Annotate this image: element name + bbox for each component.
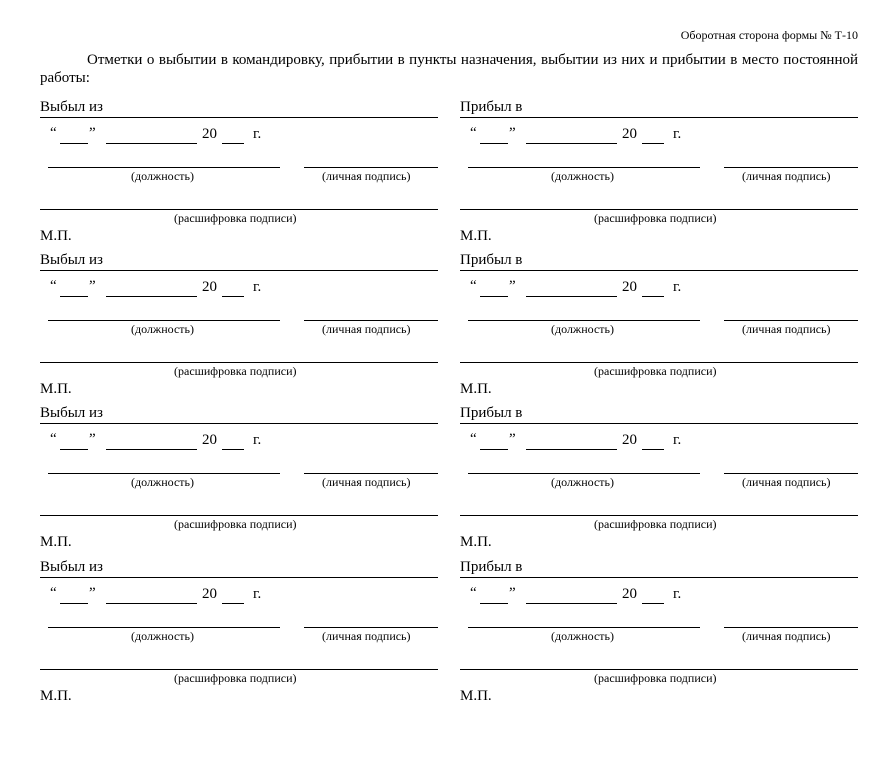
- day-line[interactable]: [60, 143, 88, 144]
- decoding-line[interactable]: [460, 669, 858, 670]
- departure-block: [40, 407, 438, 557]
- decoding-caption: (расшифровка подписи): [174, 517, 297, 531]
- place-line[interactable]: [40, 423, 438, 424]
- stamp-label: М.П.: [40, 381, 72, 397]
- position-line[interactable]: [48, 627, 280, 628]
- month-line[interactable]: [526, 449, 617, 450]
- month-line[interactable]: [106, 143, 197, 144]
- decoding-caption: (расшифровка подписи): [174, 671, 297, 685]
- year-line[interactable]: [642, 143, 664, 144]
- decoding-caption: (расшифровка подписи): [174, 364, 297, 378]
- day-line[interactable]: [480, 143, 508, 144]
- place-line[interactable]: [460, 423, 858, 424]
- position-caption: (должность): [131, 322, 194, 336]
- day-line[interactable]: [480, 449, 508, 450]
- stamp-label: М.П.: [460, 688, 492, 704]
- signature-line[interactable]: [724, 167, 858, 168]
- date-open-quote: “: [470, 431, 477, 447]
- date-open-quote: “: [50, 125, 57, 141]
- signature-caption: (личная подпись): [742, 322, 831, 336]
- date-century: 20: [622, 432, 637, 448]
- stamp-label: М.П.: [460, 381, 492, 397]
- position-caption: (должность): [551, 629, 614, 643]
- position-line[interactable]: [48, 473, 280, 474]
- date-open-quote: “: [50, 278, 57, 294]
- signature-line[interactable]: [304, 167, 438, 168]
- date-close-quote: ”: [89, 431, 96, 447]
- day-line[interactable]: [60, 296, 88, 297]
- stamp-label: М.П.: [460, 534, 492, 550]
- departure-block: [40, 561, 438, 711]
- year-line[interactable]: [222, 603, 244, 604]
- intro-text: Отметки о выбытии в командировку, прибытии в пункты назначения, выбытии из них и прибытии в место постоянной работы:: [40, 52, 858, 86]
- year-line[interactable]: [222, 449, 244, 450]
- stamp-label: М.П.: [460, 228, 492, 244]
- departure-block: [40, 101, 438, 251]
- stamp-label: М.П.: [40, 688, 72, 704]
- decoding-caption: (расшифровка подписи): [174, 211, 297, 225]
- year-suffix: г.: [673, 126, 682, 142]
- place-line[interactable]: [40, 117, 438, 118]
- place-line[interactable]: [460, 577, 858, 578]
- date-close-quote: ”: [89, 278, 96, 294]
- date-century: 20: [202, 126, 217, 142]
- year-line[interactable]: [642, 296, 664, 297]
- month-line[interactable]: [106, 449, 197, 450]
- signature-line[interactable]: [724, 473, 858, 474]
- place-line[interactable]: [460, 270, 858, 271]
- decoding-line[interactable]: [40, 515, 438, 516]
- position-line[interactable]: [468, 320, 700, 321]
- stamp-label: М.П.: [40, 534, 72, 550]
- signature-line[interactable]: [304, 627, 438, 628]
- signature-caption: (личная подпись): [322, 322, 411, 336]
- arrived-to-label: Прибыл в: [460, 99, 523, 115]
- place-line[interactable]: [460, 117, 858, 118]
- signature-caption: (личная подпись): [742, 475, 831, 489]
- arrived-to-label: Прибыл в: [460, 405, 523, 421]
- position-caption: (должность): [131, 169, 194, 183]
- date-century: 20: [622, 586, 637, 602]
- date-century: 20: [622, 279, 637, 295]
- signature-caption: (личная подпись): [322, 629, 411, 643]
- month-line[interactable]: [106, 296, 197, 297]
- position-line[interactable]: [468, 167, 700, 168]
- arrived-to-label: Прибыл в: [460, 252, 523, 268]
- year-line[interactable]: [642, 449, 664, 450]
- departed-from-label: Выбыл из: [40, 405, 103, 421]
- date-close-quote: ”: [89, 125, 96, 141]
- position-caption: (должность): [551, 475, 614, 489]
- date-open-quote: “: [50, 585, 57, 601]
- date-open-quote: “: [470, 585, 477, 601]
- day-line[interactable]: [480, 296, 508, 297]
- signature-line[interactable]: [724, 627, 858, 628]
- signature-caption: (личная подпись): [322, 475, 411, 489]
- date-close-quote: ”: [509, 278, 516, 294]
- arrival-block: [460, 407, 858, 557]
- position-caption: (должность): [551, 322, 614, 336]
- date-close-quote: ”: [509, 585, 516, 601]
- date-close-quote: ”: [509, 431, 516, 447]
- year-suffix: г.: [253, 432, 262, 448]
- stamp-label: М.П.: [40, 228, 72, 244]
- year-suffix: г.: [673, 432, 682, 448]
- position-caption: (должность): [131, 629, 194, 643]
- date-century: 20: [202, 279, 217, 295]
- signature-caption: (личная подпись): [742, 629, 831, 643]
- year-suffix: г.: [673, 279, 682, 295]
- year-suffix: г.: [253, 586, 262, 602]
- decoding-line[interactable]: [460, 209, 858, 210]
- decoding-line[interactable]: [460, 515, 858, 516]
- arrived-to-label: Прибыл в: [460, 559, 523, 575]
- position-caption: (должность): [551, 169, 614, 183]
- decoding-caption: (расшифровка подписи): [594, 211, 717, 225]
- departed-from-label: Выбыл из: [40, 559, 103, 575]
- position-line[interactable]: [48, 320, 280, 321]
- date-close-quote: ”: [89, 585, 96, 601]
- date-century: 20: [202, 586, 217, 602]
- arrival-block: [460, 101, 858, 251]
- arrival-block: [460, 561, 858, 711]
- place-line[interactable]: [40, 577, 438, 578]
- position-line[interactable]: [468, 627, 700, 628]
- date-open-quote: “: [470, 125, 477, 141]
- signature-caption: (личная подпись): [742, 169, 831, 183]
- date-open-quote: “: [470, 278, 477, 294]
- day-line[interactable]: [480, 603, 508, 604]
- month-line[interactable]: [526, 296, 617, 297]
- month-line[interactable]: [526, 603, 617, 604]
- decoding-line[interactable]: [40, 209, 438, 210]
- position-line[interactable]: [468, 473, 700, 474]
- decoding-line[interactable]: [40, 669, 438, 670]
- decoding-caption: (расшифровка подписи): [594, 517, 717, 531]
- position-line[interactable]: [48, 167, 280, 168]
- departed-from-label: Выбыл из: [40, 252, 103, 268]
- decoding-caption: (расшифровка подписи): [594, 671, 717, 685]
- year-suffix: г.: [673, 586, 682, 602]
- departure-block: [40, 254, 438, 404]
- signature-line[interactable]: [304, 320, 438, 321]
- departed-from-label: Выбыл из: [40, 99, 103, 115]
- form-reference: Оборотная сторона формы № Т-10: [680, 28, 858, 42]
- date-century: 20: [622, 126, 637, 142]
- decoding-caption: (расшифровка подписи): [594, 364, 717, 378]
- date-open-quote: “: [50, 431, 57, 447]
- date-century: 20: [202, 432, 217, 448]
- position-caption: (должность): [131, 475, 194, 489]
- month-line[interactable]: [526, 143, 617, 144]
- year-line[interactable]: [642, 603, 664, 604]
- year-line[interactable]: [222, 143, 244, 144]
- signature-caption: (личная подпись): [322, 169, 411, 183]
- place-line[interactable]: [40, 270, 438, 271]
- date-close-quote: ”: [509, 125, 516, 141]
- year-line[interactable]: [222, 296, 244, 297]
- decoding-line[interactable]: [460, 362, 858, 363]
- signature-line[interactable]: [304, 473, 438, 474]
- arrival-block: [460, 254, 858, 404]
- day-line[interactable]: [60, 449, 88, 450]
- year-suffix: г.: [253, 279, 262, 295]
- month-line[interactable]: [106, 603, 197, 604]
- year-suffix: г.: [253, 126, 262, 142]
- day-line[interactable]: [60, 603, 88, 604]
- signature-line[interactable]: [724, 320, 858, 321]
- decoding-line[interactable]: [40, 362, 438, 363]
